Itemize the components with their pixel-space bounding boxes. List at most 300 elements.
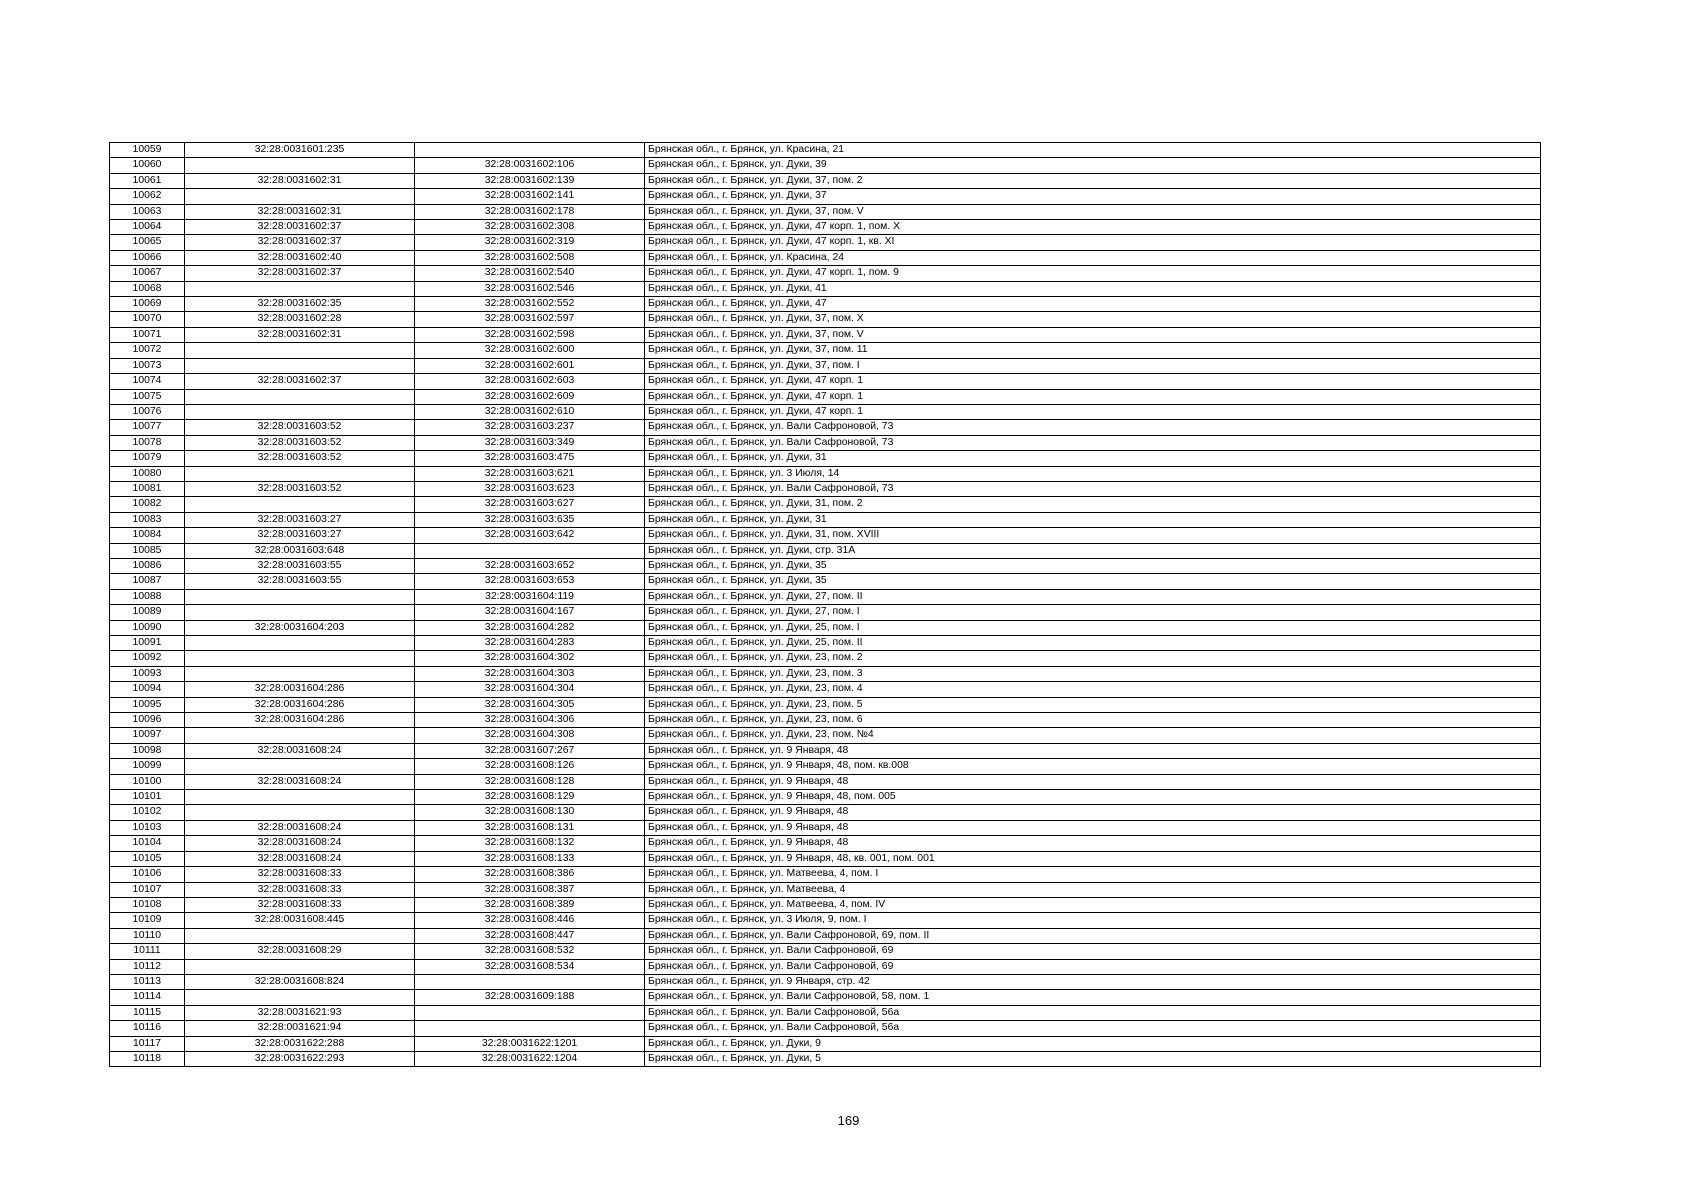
row-number-cell: 10064 [110, 220, 185, 235]
object-cadastral-number-cell: 32:28:0031602:609 [415, 389, 645, 404]
object-cadastral-number-cell: 32:28:0031608:129 [415, 790, 645, 805]
address-cell: Брянская обл., г. Брянск, ул. Дуки, 37, пом. V [645, 204, 1541, 219]
land-cadastral-number-cell: 32:28:0031608:445 [185, 913, 415, 928]
land-cadastral-number-cell [185, 605, 415, 620]
table-row [110, 189, 1541, 204]
register-table [109, 142, 1541, 1067]
address-cell: Брянская обл., г. Брянск, ул. Дуки, 37, пом. X [645, 312, 1541, 327]
object-cadastral-number-cell: 32:28:0031608:446 [415, 913, 645, 928]
land-cadastral-number-cell: 32:28:0031621:94 [185, 1021, 415, 1036]
address-cell: Брянская обл., г. Брянск, ул. Вали Сафроновой, 56а [645, 1021, 1541, 1036]
object-cadastral-number-cell: 32:28:0031603:635 [415, 512, 645, 527]
land-cadastral-number-cell [185, 466, 415, 481]
row-number-cell: 10076 [110, 404, 185, 419]
land-cadastral-number-cell [185, 343, 415, 358]
address-cell: Брянская обл., г. Брянск, ул. 9 Января, 48 [645, 743, 1541, 758]
land-cadastral-number-cell: 32:28:0031604:203 [185, 620, 415, 635]
register-table-body [110, 143, 1541, 1067]
land-cadastral-number-cell: 32:28:0031604:286 [185, 682, 415, 697]
object-cadastral-number-cell: 32:28:0031604:308 [415, 728, 645, 743]
object-cadastral-number-cell: 32:28:0031608:130 [415, 805, 645, 820]
row-number-cell: 10060 [110, 158, 185, 173]
object-cadastral-number-cell: 32:28:0031608:128 [415, 774, 645, 789]
address-cell: Брянская обл., г. Брянск, ул. 9 Января, 48 [645, 820, 1541, 835]
table-row [110, 759, 1541, 774]
table-row [110, 435, 1541, 450]
address-cell: Брянская обл., г. Брянск, ул. 9 Января, 48 [645, 805, 1541, 820]
land-cadastral-number-cell [185, 281, 415, 296]
object-cadastral-number-cell: 32:28:0031602:600 [415, 343, 645, 358]
object-cadastral-number-cell: 32:28:0031603:349 [415, 435, 645, 450]
table-row [110, 851, 1541, 866]
row-number-cell: 10088 [110, 589, 185, 604]
address-cell: Брянская обл., г. Брянск, ул. Дуки, 9 [645, 1036, 1541, 1051]
address-cell: Брянская обл., г. Брянск, ул. 9 Января, стр. 42 [645, 974, 1541, 989]
address-cell: Брянская обл., г. Брянск, ул. Дуки, 37 [645, 189, 1541, 204]
table-row [110, 389, 1541, 404]
address-cell: Брянская обл., г. Брянск, ул. Матвеева, 4 [645, 882, 1541, 897]
row-number-cell: 10078 [110, 435, 185, 450]
object-cadastral-number-cell: 32:28:0031602:552 [415, 297, 645, 312]
land-cadastral-number-cell: 32:28:0031601:235 [185, 143, 415, 158]
table-row [110, 651, 1541, 666]
land-cadastral-number-cell: 32:28:0031603:52 [185, 435, 415, 450]
row-number-cell: 10102 [110, 805, 185, 820]
table-row [110, 697, 1541, 712]
land-cadastral-number-cell: 32:28:0031603:52 [185, 481, 415, 496]
table-row [110, 451, 1541, 466]
land-cadastral-number-cell: 32:28:0031602:35 [185, 297, 415, 312]
table-row [110, 404, 1541, 419]
table-row [110, 497, 1541, 512]
table-row [110, 1021, 1541, 1036]
address-cell: Брянская обл., г. Брянск, ул. Дуки, 37, пом. 2 [645, 173, 1541, 188]
row-number-cell: 10065 [110, 235, 185, 250]
land-cadastral-number-cell [185, 759, 415, 774]
table-row [110, 805, 1541, 820]
row-number-cell: 10087 [110, 574, 185, 589]
object-cadastral-number-cell: 32:28:0031602:598 [415, 327, 645, 342]
row-number-cell: 10094 [110, 682, 185, 697]
table-row [110, 297, 1541, 312]
address-cell: Брянская обл., г. Брянск, ул. 9 Января, 48 [645, 836, 1541, 851]
row-number-cell: 10072 [110, 343, 185, 358]
land-cadastral-number-cell: 32:28:0031602:37 [185, 235, 415, 250]
row-number-cell: 10063 [110, 204, 185, 219]
address-cell: Брянская обл., г. Брянск, ул. Дуки, 23, пом. 4 [645, 682, 1541, 697]
row-number-cell: 10074 [110, 374, 185, 389]
object-cadastral-number-cell: 32:28:0031602:597 [415, 312, 645, 327]
table-row [110, 589, 1541, 604]
row-number-cell: 10113 [110, 974, 185, 989]
table-row [110, 266, 1541, 281]
land-cadastral-number-cell: 32:28:0031602:37 [185, 374, 415, 389]
table-row [110, 143, 1541, 158]
object-cadastral-number-cell: 32:28:0031603:627 [415, 497, 645, 512]
land-cadastral-number-cell: 32:28:0031603:27 [185, 512, 415, 527]
object-cadastral-number-cell: 32:28:0031603:652 [415, 558, 645, 573]
table-row [110, 343, 1541, 358]
table-row [110, 220, 1541, 235]
row-number-cell: 10095 [110, 697, 185, 712]
address-cell: Брянская обл., г. Брянск, ул. Дуки, 37, пом. 11 [645, 343, 1541, 358]
row-number-cell: 10098 [110, 743, 185, 758]
object-cadastral-number-cell: 32:28:0031604:302 [415, 651, 645, 666]
object-cadastral-number-cell: 32:28:0031608:386 [415, 867, 645, 882]
object-cadastral-number-cell [415, 543, 645, 558]
row-number-cell: 10079 [110, 451, 185, 466]
row-number-cell: 10104 [110, 836, 185, 851]
row-number-cell: 10071 [110, 327, 185, 342]
table-row [110, 790, 1541, 805]
land-cadastral-number-cell [185, 728, 415, 743]
object-cadastral-number-cell: 32:28:0031609:188 [415, 990, 645, 1005]
row-number-cell: 10062 [110, 189, 185, 204]
address-cell: Брянская обл., г. Брянск, ул. Дуки, 23, пом. 2 [645, 651, 1541, 666]
land-cadastral-number-cell [185, 666, 415, 681]
table-row [110, 374, 1541, 389]
row-number-cell: 10085 [110, 543, 185, 558]
table-row [110, 897, 1541, 912]
row-number-cell: 10093 [110, 666, 185, 681]
land-cadastral-number-cell: 32:28:0031608:29 [185, 944, 415, 959]
object-cadastral-number-cell: 32:28:0031622:1204 [415, 1051, 645, 1066]
land-cadastral-number-cell: 32:28:0031603:52 [185, 420, 415, 435]
address-cell: Брянская обл., г. Брянск, ул. Дуки, 25, пом. I [645, 620, 1541, 635]
object-cadastral-number-cell: 32:28:0031602:540 [415, 266, 645, 281]
address-cell: Брянская обл., г. Брянск, ул. Дуки, 31 [645, 451, 1541, 466]
land-cadastral-number-cell: 32:28:0031603:55 [185, 558, 415, 573]
land-cadastral-number-cell [185, 158, 415, 173]
object-cadastral-number-cell: 32:28:0031602:603 [415, 374, 645, 389]
land-cadastral-number-cell [185, 189, 415, 204]
object-cadastral-number-cell: 32:28:0031604:304 [415, 682, 645, 697]
object-cadastral-number-cell: 32:28:0031603:653 [415, 574, 645, 589]
object-cadastral-number-cell: 32:28:0031603:623 [415, 481, 645, 496]
land-cadastral-number-cell: 32:28:0031602:31 [185, 327, 415, 342]
table-row [110, 173, 1541, 188]
object-cadastral-number-cell: 32:28:0031622:1201 [415, 1036, 645, 1051]
address-cell: Брянская обл., г. Брянск, ул. Матвеева, 4, пом. I [645, 867, 1541, 882]
row-number-cell: 10068 [110, 281, 185, 296]
address-cell: Брянская обл., г. Брянск, ул. 9 Января, 48, пом. 005 [645, 790, 1541, 805]
address-cell: Брянская обл., г. Брянск, ул. Дуки, 31 [645, 512, 1541, 527]
object-cadastral-number-cell: 32:28:0031607:267 [415, 743, 645, 758]
object-cadastral-number-cell: 32:28:0031602:141 [415, 189, 645, 204]
row-number-cell: 10067 [110, 266, 185, 281]
row-number-cell: 10086 [110, 558, 185, 573]
land-cadastral-number-cell: 32:28:0031602:37 [185, 266, 415, 281]
land-cadastral-number-cell [185, 497, 415, 512]
object-cadastral-number-cell: 32:28:0031608:387 [415, 882, 645, 897]
object-cadastral-number-cell: 32:28:0031602:178 [415, 204, 645, 219]
land-cadastral-number-cell: 32:28:0031608:24 [185, 836, 415, 851]
land-cadastral-number-cell [185, 928, 415, 943]
land-cadastral-number-cell: 32:28:0031602:31 [185, 173, 415, 188]
row-number-cell: 10092 [110, 651, 185, 666]
address-cell: Брянская обл., г. Брянск, ул. Дуки, 5 [645, 1051, 1541, 1066]
table-row [110, 481, 1541, 496]
row-number-cell: 10118 [110, 1051, 185, 1066]
land-cadastral-number-cell: 32:28:0031608:824 [185, 974, 415, 989]
address-cell: Брянская обл., г. Брянск, ул. Дуки, 47 [645, 297, 1541, 312]
row-number-cell: 10117 [110, 1036, 185, 1051]
address-cell: Брянская обл., г. Брянск, ул. Дуки, 47 корп. 1 [645, 374, 1541, 389]
table-row [110, 913, 1541, 928]
land-cadastral-number-cell: 32:28:0031602:31 [185, 204, 415, 219]
table-row [110, 682, 1541, 697]
land-cadastral-number-cell: 32:28:0031622:293 [185, 1051, 415, 1066]
object-cadastral-number-cell: 32:28:0031602:139 [415, 173, 645, 188]
land-cadastral-number-cell: 32:28:0031603:52 [185, 451, 415, 466]
object-cadastral-number-cell: 32:28:0031602:610 [415, 404, 645, 419]
address-cell: Брянская обл., г. Брянск, ул. Дуки, 39 [645, 158, 1541, 173]
table-row [110, 312, 1541, 327]
row-number-cell: 10089 [110, 605, 185, 620]
object-cadastral-number-cell: 32:28:0031603:475 [415, 451, 645, 466]
land-cadastral-number-cell: 32:28:0031603:27 [185, 528, 415, 543]
object-cadastral-number-cell [415, 1005, 645, 1020]
table-row [110, 204, 1541, 219]
table-row [110, 974, 1541, 989]
table-row [110, 743, 1541, 758]
row-number-cell: 10103 [110, 820, 185, 835]
table-row [110, 774, 1541, 789]
object-cadastral-number-cell: 32:28:0031608:133 [415, 851, 645, 866]
row-number-cell: 10080 [110, 466, 185, 481]
address-cell: Брянская обл., г. Брянск, ул. Красина, 21 [645, 143, 1541, 158]
table-row [110, 944, 1541, 959]
land-cadastral-number-cell [185, 389, 415, 404]
land-cadastral-number-cell: 32:28:0031608:24 [185, 743, 415, 758]
table-row [110, 713, 1541, 728]
object-cadastral-number-cell: 32:28:0031603:237 [415, 420, 645, 435]
object-cadastral-number-cell: 32:28:0031602:308 [415, 220, 645, 235]
table-row [110, 327, 1541, 342]
row-number-cell: 10115 [110, 1005, 185, 1020]
row-number-cell: 10069 [110, 297, 185, 312]
row-number-cell: 10108 [110, 897, 185, 912]
table-row [110, 620, 1541, 635]
land-cadastral-number-cell: 32:28:0031608:33 [185, 897, 415, 912]
row-number-cell: 10110 [110, 928, 185, 943]
table-row [110, 836, 1541, 851]
object-cadastral-number-cell [415, 1021, 645, 1036]
row-number-cell: 10091 [110, 636, 185, 651]
land-cadastral-number-cell: 32:28:0031608:24 [185, 851, 415, 866]
land-cadastral-number-cell: 32:28:0031608:33 [185, 882, 415, 897]
address-cell: Брянская обл., г. Брянск, ул. Дуки, 37, пом. V [645, 327, 1541, 342]
row-number-cell: 10116 [110, 1021, 185, 1036]
page-number: 169 [837, 1113, 860, 1128]
table-row [110, 867, 1541, 882]
table-row [110, 928, 1541, 943]
address-cell: Брянская обл., г. Брянск, ул. Вали Сафроновой, 69 [645, 959, 1541, 974]
row-number-cell: 10083 [110, 512, 185, 527]
row-number-cell: 10106 [110, 867, 185, 882]
object-cadastral-number-cell: 32:28:0031608:389 [415, 897, 645, 912]
row-number-cell: 10114 [110, 990, 185, 1005]
address-cell: Брянская обл., г. Брянск, ул. Дуки, 47 корп. 1 [645, 389, 1541, 404]
object-cadastral-number-cell: 32:28:0031608:132 [415, 836, 645, 851]
address-cell: Брянская обл., г. Брянск, ул. 9 Января, 48, пом. кв.008 [645, 759, 1541, 774]
row-number-cell: 10077 [110, 420, 185, 435]
table-row [110, 728, 1541, 743]
land-cadastral-number-cell: 32:28:0031608:33 [185, 867, 415, 882]
address-cell: Брянская обл., г. Брянск, ул. Красина, 24 [645, 250, 1541, 265]
row-number-cell: 10105 [110, 851, 185, 866]
object-cadastral-number-cell: 32:28:0031602:546 [415, 281, 645, 296]
table-row [110, 420, 1541, 435]
row-number-cell: 10059 [110, 143, 185, 158]
table-row [110, 543, 1541, 558]
address-cell: Брянская обл., г. Брянск, ул. Дуки, 23, пом. 6 [645, 713, 1541, 728]
row-number-cell: 10112 [110, 959, 185, 974]
address-cell: Брянская обл., г. Брянск, ул. 9 Января, 48 [645, 774, 1541, 789]
address-cell: Брянская обл., г. Брянск, ул. 3 Июля, 14 [645, 466, 1541, 481]
table-row [110, 666, 1541, 681]
object-cadastral-number-cell: 32:28:0031608:447 [415, 928, 645, 943]
table-row [110, 574, 1541, 589]
address-cell: Брянская обл., г. Брянск, ул. 3 Июля, 9, пом. I [645, 913, 1541, 928]
address-cell: Брянская обл., г. Брянск, ул. Матвеева, 4, пом. IV [645, 897, 1541, 912]
address-cell: Брянская обл., г. Брянск, ул. Вали Сафроновой, 56а [645, 1005, 1541, 1020]
address-cell: Брянская обл., г. Брянск, ул. Вали Сафроновой, 73 [645, 481, 1541, 496]
table-row [110, 1051, 1541, 1066]
land-cadastral-number-cell: 32:28:0031602:28 [185, 312, 415, 327]
table-row [110, 250, 1541, 265]
address-cell: Брянская обл., г. Брянск, ул. Дуки, 23, пом. №4 [645, 728, 1541, 743]
object-cadastral-number-cell: 32:28:0031604:305 [415, 697, 645, 712]
address-cell: Брянская обл., г. Брянск, ул. Вали Сафроновой, 73 [645, 435, 1541, 450]
land-cadastral-number-cell: 32:28:0031602:37 [185, 220, 415, 235]
address-cell: Брянская обл., г. Брянск, ул. Вали Сафроновой, 69, пом. II [645, 928, 1541, 943]
object-cadastral-number-cell: 32:28:0031602:508 [415, 250, 645, 265]
land-cadastral-number-cell [185, 651, 415, 666]
row-number-cell: 10097 [110, 728, 185, 743]
land-cadastral-number-cell [185, 959, 415, 974]
address-cell: Брянская обл., г. Брянск, ул. Дуки, стр. 31А [645, 543, 1541, 558]
row-number-cell: 10070 [110, 312, 185, 327]
land-cadastral-number-cell: 32:28:0031608:24 [185, 820, 415, 835]
object-cadastral-number-cell: 32:28:0031604:282 [415, 620, 645, 635]
row-number-cell: 10082 [110, 497, 185, 512]
table-row [110, 235, 1541, 250]
object-cadastral-number-cell: 32:28:0031602:319 [415, 235, 645, 250]
row-number-cell: 10090 [110, 620, 185, 635]
land-cadastral-number-cell: 32:28:0031603:55 [185, 574, 415, 589]
address-cell: Брянская обл., г. Брянск, ул. Дуки, 37, пом. I [645, 358, 1541, 373]
object-cadastral-number-cell [415, 974, 645, 989]
table-row [110, 158, 1541, 173]
address-cell: Брянская обл., г. Брянск, ул. Дуки, 35 [645, 558, 1541, 573]
land-cadastral-number-cell [185, 990, 415, 1005]
table-row [110, 605, 1541, 620]
row-number-cell: 10107 [110, 882, 185, 897]
object-cadastral-number-cell: 32:28:0031603:642 [415, 528, 645, 543]
address-cell: Брянская обл., г. Брянск, ул. Дуки, 23, пом. 5 [645, 697, 1541, 712]
address-cell: Брянская обл., г. Брянск, ул. Дуки, 25, пом. II [645, 636, 1541, 651]
land-cadastral-number-cell [185, 404, 415, 419]
land-cadastral-number-cell [185, 636, 415, 651]
land-cadastral-number-cell: 32:28:0031604:286 [185, 697, 415, 712]
address-cell: Брянская обл., г. Брянск, ул. Дуки, 27, пом. II [645, 589, 1541, 604]
object-cadastral-number-cell: 32:28:0031604:303 [415, 666, 645, 681]
row-number-cell: 10099 [110, 759, 185, 774]
land-cadastral-number-cell: 32:28:0031621:93 [185, 1005, 415, 1020]
address-cell: Брянская обл., г. Брянск, ул. Дуки, 31, пом. 2 [645, 497, 1541, 512]
land-cadastral-number-cell [185, 589, 415, 604]
object-cadastral-number-cell: 32:28:0031608:534 [415, 959, 645, 974]
row-number-cell: 10111 [110, 944, 185, 959]
land-cadastral-number-cell: 32:28:0031602:40 [185, 250, 415, 265]
land-cadastral-number-cell: 32:28:0031603:648 [185, 543, 415, 558]
address-cell: Брянская обл., г. Брянск, ул. Вали Сафроновой, 73 [645, 420, 1541, 435]
table-row [110, 528, 1541, 543]
table-row [110, 558, 1541, 573]
object-cadastral-number-cell: 32:28:0031602:106 [415, 158, 645, 173]
object-cadastral-number-cell: 32:28:0031602:601 [415, 358, 645, 373]
row-number-cell: 10100 [110, 774, 185, 789]
address-cell: Брянская обл., г. Брянск, ул. Дуки, 23, пом. 3 [645, 666, 1541, 681]
land-cadastral-number-cell: 32:28:0031622:288 [185, 1036, 415, 1051]
table-row [110, 1005, 1541, 1020]
land-cadastral-number-cell: 32:28:0031604:286 [185, 713, 415, 728]
address-cell: Брянская обл., г. Брянск, ул. Дуки, 35 [645, 574, 1541, 589]
land-cadastral-number-cell [185, 358, 415, 373]
table-row [110, 466, 1541, 481]
table-row [110, 512, 1541, 527]
row-number-cell: 10101 [110, 790, 185, 805]
address-cell: Брянская обл., г. Брянск, ул. Дуки, 47 корп. 1 [645, 404, 1541, 419]
object-cadastral-number-cell: 32:28:0031604:167 [415, 605, 645, 620]
address-cell: Брянская обл., г. Брянск, ул. Дуки, 41 [645, 281, 1541, 296]
row-number-cell: 10109 [110, 913, 185, 928]
address-cell: Брянская обл., г. Брянск, ул. Дуки, 47 корп. 1, пом. 9 [645, 266, 1541, 281]
row-number-cell: 10075 [110, 389, 185, 404]
object-cadastral-number-cell [415, 143, 645, 158]
land-cadastral-number-cell [185, 805, 415, 820]
address-cell: Брянская обл., г. Брянск, ул. Вали Сафроновой, 58, пом. 1 [645, 990, 1541, 1005]
address-cell: Брянская обл., г. Брянск, ул. 9 Января, 48, кв. 001, пом. 001 [645, 851, 1541, 866]
table-row [110, 990, 1541, 1005]
table-row [110, 820, 1541, 835]
row-number-cell: 10096 [110, 713, 185, 728]
object-cadastral-number-cell: 32:28:0031604:119 [415, 589, 645, 604]
object-cadastral-number-cell: 32:28:0031603:621 [415, 466, 645, 481]
row-number-cell: 10061 [110, 173, 185, 188]
address-cell: Брянская обл., г. Брянск, ул. Дуки, 31, пом. XVIII [645, 528, 1541, 543]
table-row [110, 1036, 1541, 1051]
table-row [110, 636, 1541, 651]
table-row [110, 959, 1541, 974]
object-cadastral-number-cell: 32:28:0031608:131 [415, 820, 645, 835]
object-cadastral-number-cell: 32:28:0031608:532 [415, 944, 645, 959]
row-number-cell: 10081 [110, 481, 185, 496]
table-row [110, 281, 1541, 296]
address-cell: Брянская обл., г. Брянск, ул. Вали Сафроновой, 69 [645, 944, 1541, 959]
land-cadastral-number-cell [185, 790, 415, 805]
table-row [110, 358, 1541, 373]
address-cell: Брянская обл., г. Брянск, ул. Дуки, 27, пом. I [645, 605, 1541, 620]
object-cadastral-number-cell: 32:28:0031608:126 [415, 759, 645, 774]
address-cell: Брянская обл., г. Брянск, ул. Дуки, 47 корп. 1, кв. XI [645, 235, 1541, 250]
row-number-cell: 10073 [110, 358, 185, 373]
table-row [110, 882, 1541, 897]
row-number-cell: 10066 [110, 250, 185, 265]
row-number-cell: 10084 [110, 528, 185, 543]
address-cell: Брянская обл., г. Брянск, ул. Дуки, 47 корп. 1, пом. X [645, 220, 1541, 235]
